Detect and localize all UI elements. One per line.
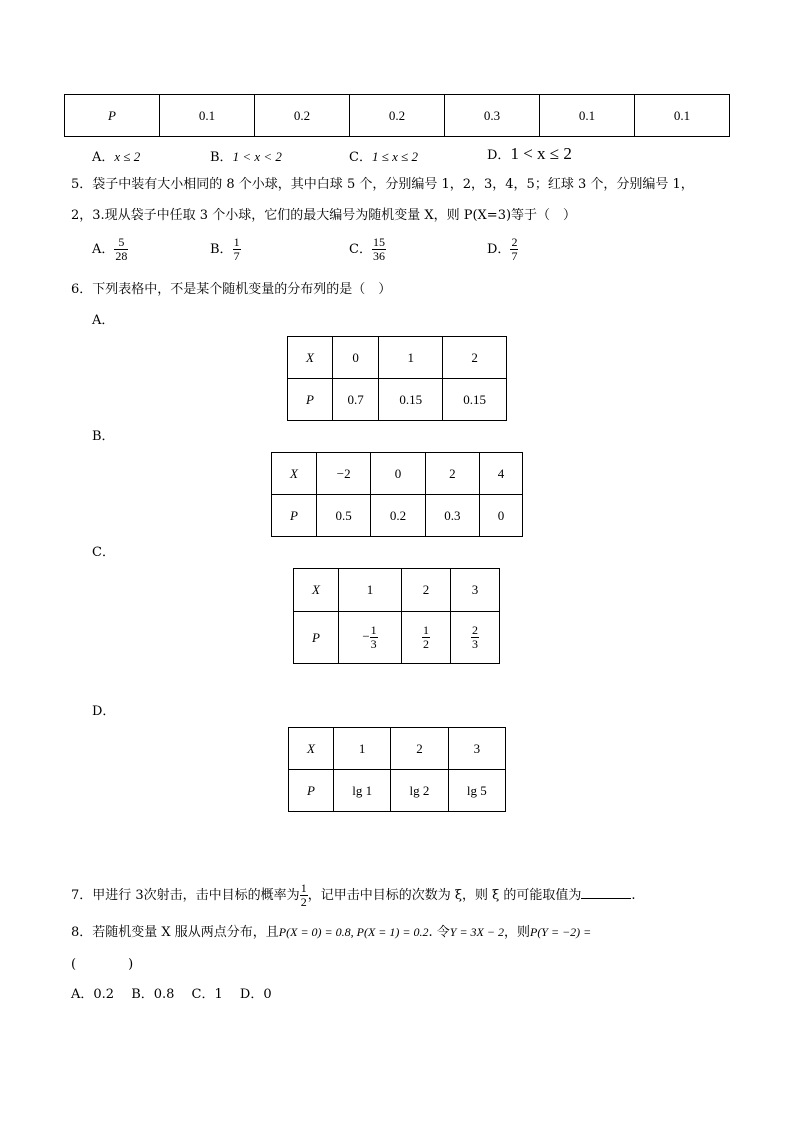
fraction: $\frac{2}{7}$	[511, 235, 518, 263]
fraction: $\frac{1}{2}$	[423, 623, 429, 651]
fraction: $\frac{1}{2}$	[300, 881, 307, 909]
q8-stem: 8．若随机变量 X 服从两点分布，且P(X = 0) = 0.8, P(X = 1) = 0.2. 令Y = 3X − 2，则P(Y = −2) =	[71, 925, 592, 940]
q5-stem-line1: 5．袋子中装有大小相同的 8 个小球，其中白球 5 个，分别编号 1，2，3，4，5；红球 3 个，分别编号 1，	[71, 177, 694, 192]
table-cell: 0.1	[160, 95, 255, 137]
q5-option-d: D． $\frac{2}{7}$	[487, 235, 518, 263]
q8-answer-paren: ( )	[71, 957, 134, 972]
q6-option-a-label: A．	[92, 313, 115, 328]
fraction: $\frac{5}{28}$	[115, 235, 128, 263]
q6-table-a: X 0 1 2 P 0.7 0.15 0.15	[287, 336, 507, 421]
q6-table-d: X 1 2 3 P lg 1 lg 2 lg 5	[288, 727, 506, 812]
q6-option-b-label: B．	[92, 429, 115, 444]
table-label-p: P	[65, 95, 160, 137]
table-cell: 0.2	[350, 95, 445, 137]
q6-table-b: X −2 0 2 4 P 0.5 0.2 0.3 0	[271, 452, 523, 537]
q5-option-b: B． $\frac{1}{7}$	[210, 235, 240, 263]
top-distribution-table	[64, 94, 730, 137]
q5-stem-line2: 2，3.现从袋子中任取 3 个小球，它们的最大编号为随机变量 X，则 P(X=3)等于（ ）	[71, 208, 577, 223]
q4-option-a: A．x ≤ 2	[92, 149, 141, 165]
fraction: $\frac{15}{36}$	[372, 235, 385, 263]
q4-option-b-expr: 1 < x < 2	[232, 149, 282, 164]
table-cell: 0.1	[635, 95, 730, 137]
q5-option-a: A． $\frac{5}{28}$	[92, 235, 128, 263]
q4-option-b: B．1 < x < 2	[210, 149, 282, 165]
q4-option-a-expr: x ≤ 2	[114, 149, 141, 164]
q6-option-d-label: D．	[92, 704, 116, 719]
q4-option-c-expr: 1 ≤ x ≤ 2	[371, 149, 418, 164]
fraction: $\frac{2}{3}$	[472, 623, 478, 651]
answer-blank[interactable]	[581, 886, 631, 899]
q7-stem: 7．甲进行 3次射击，击中目标的概率为 $\frac{1}{2}$ ，记甲击中目标的次数为 ξ，则 ξ 的可能取值为 .	[71, 881, 636, 909]
table-cell: 0.3	[445, 95, 540, 137]
fraction: $\frac{1}{3}$	[370, 623, 377, 651]
q5-option-c: C． $\frac{15}{36}$	[349, 235, 385, 263]
q6-option-c-label: C．	[92, 545, 115, 560]
table-cell: 0.2	[255, 95, 350, 137]
q6-table-c: X 1 2 3 P − $\frac{1}{3}$ $\frac{1}{2}$ $\frac{2}{3}$	[293, 568, 500, 664]
q6-stem: 6．下列表格中，不是某个随机变量的分布列的是（ ）	[71, 282, 392, 297]
q8-options: A．0.2 B．0.8 C．1 D．0	[71, 987, 272, 1002]
q4-option-d: D．1 < x ≤ 2	[487, 144, 572, 163]
q4-option-c: C．1 ≤ x ≤ 2	[349, 149, 418, 165]
fraction: $\frac{1}{7}$	[233, 235, 240, 263]
table-cell: 0.1	[540, 95, 635, 137]
q4-option-d-expr: 1 < x ≤ 2	[510, 144, 572, 163]
